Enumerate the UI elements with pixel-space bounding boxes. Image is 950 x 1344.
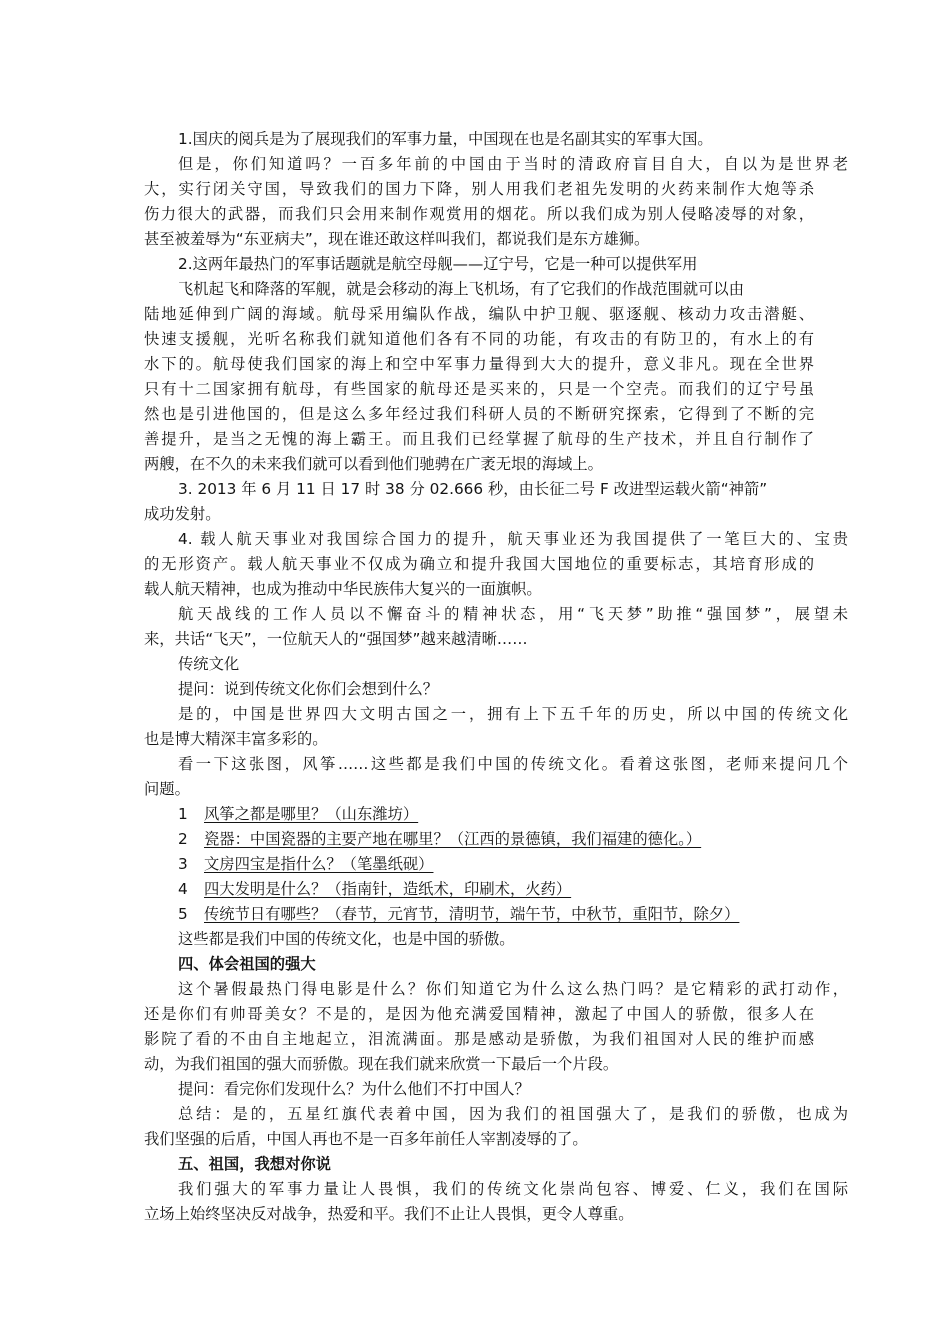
paragraph-line: 水下的。航母使我们国家的海上和空中军事力量得到大大的提升，意义非凡。现在全世界 (144, 355, 814, 373)
paragraph-line: 3. 2013 年 6 月 11 日 17 时 38 分 02.666 秒，由长征二号 F 改进型运载火箭“神箭” (178, 480, 768, 498)
question-text: 四大发明是什么？（指南针，造纸术，印刷术，火药） (204, 880, 572, 898)
paragraph-line: 还是你们有帅哥美女？不是的，是因为他充满爱国精神，激起了中国人的骄傲，很多人在 (144, 1005, 814, 1023)
paragraph-line: 大，实行闭关守国，导致我们的国力下降，别人用我们老祖先发明的火药来制作大炮等杀 (144, 180, 814, 198)
paragraph-line: 快速支援舰，光听名称我们就知道他们各有不同的功能，有攻击的有防卫的，有水上的有 (144, 330, 814, 348)
paragraph-line: 航天战线的工作人员以不懈奋斗的精神状态，用“飞天梦”助推“强国梦”，展望未 (178, 605, 848, 623)
paragraph-line: 2.这两年最热门的军事话题就是航空母舰——辽宁号，它是一种可以提供军用 (178, 255, 698, 273)
paragraph-line: 善提升，是当之无愧的海上霸王。而且我们已经掌握了航母的生产技术，并且自行制作了 (144, 430, 814, 448)
paragraph-line: 甚至被羞辱为“东亚病夫”，现在谁还敢这样叫我们，都说我们是东方雄狮。 (144, 230, 650, 248)
paragraph-line: 载人航天精神，也成为推动中华民族伟大复兴的一面旗帜。 (144, 580, 542, 598)
question-item (144, 828, 848, 850)
paragraph-line: 我们坚强的后盾，中国人再也不是一百多年前任人宰割凌辱的了。 (144, 1130, 588, 1148)
question-text: 文房四宝是指什么？（笔墨纸砚） (204, 855, 434, 873)
question-number: 4 (178, 880, 188, 898)
paragraph-line: 只有十二国家拥有航母，有些国家的航母还是买来的，只是一个空壳。而我们的辽宁号虽 (144, 380, 814, 398)
paragraph-line: 飞机起飞和降落的军舰，就是会移动的海上飞机场，有了它我们的作战范围就可以由 (178, 280, 744, 298)
section-heading: 四、体会祖国的强大 (178, 955, 316, 973)
paragraph-line: 但是，你们知道吗？一百多年前的中国由于当时的清政府盲目自大，自以为是世界老 (178, 155, 848, 173)
paragraph-line: 问题。 (144, 780, 190, 798)
paragraph-line: 看一下这张图，风筝……这些都是我们中国的传统文化。看着这张图，老师来提问几个 (178, 755, 848, 773)
question-text: 传统节日有哪些？（春节，元宵节，清明节，端午节，中秋节，重阳节，除夕） (204, 905, 740, 923)
paragraph-line: 立场上始终坚决反对战争，热爱和平。我们不止让人畏惧，更令人尊重。 (144, 1205, 634, 1223)
question-item (144, 903, 848, 925)
question-number: 2 (178, 830, 188, 848)
paragraph-line: 然也是引进他国的，但是这么多年经过我们科研人员的不断研究探索，它得到了不断的完 (144, 405, 814, 423)
paragraph-line: 1.国庆的阅兵是为了展现我们的军事力量，中国现在也是名副其实的军事大国。 (178, 130, 713, 148)
paragraph-line: 影院了看的不由自主地起立，泪流满面。那是感动是骄傲，为我们祖国对人民的维护而感 (144, 1030, 814, 1048)
paragraph-line: 成功发射。 (144, 505, 221, 523)
paragraph-line: 来，共话“飞天”，一位航天人的“强国梦”越来越清晰…… (144, 630, 528, 648)
paragraph-line: 动，为我们祖国的强大而骄傲。现在我们就来欣赏一下最后一个片段。 (144, 1055, 619, 1073)
paragraph-line: 提问：说到传统文化你们会想到什么？ (178, 680, 439, 698)
paragraph-line: 总结：是的，五星红旗代表着中国，因为我们的祖国强大了，是我们的骄傲，也成为 (178, 1105, 848, 1123)
question-number: 3 (178, 855, 188, 873)
paragraph-line: 4. 载人航天事业对我国综合国力的提升，航天事业还为我国提供了一笔巨大的、宝贵 (178, 530, 848, 548)
section-label: 传统文化 (178, 655, 240, 673)
paragraph-line: 提问：看完你们发现什么？为什么他们不打中国人？ (178, 1080, 530, 1098)
paragraph-line: 是的，中国是世界四大文明古国之一，拥有上下五千年的历史，所以中国的传统文化 (178, 705, 848, 723)
paragraph-line: 伤力很大的武器，而我们只会用来制作观赏用的烟花。所以我们成为别人侵略凌辱的对象， (144, 205, 814, 223)
paragraph-line: 的无形资产。载人航天事业不仅成为确立和提升我国大国地位的重要标志，其培育形成的 (144, 555, 814, 573)
paragraph-line: 陆地延伸到广阔的海域。航母采用编队作战，编队中护卫舰、驱逐舰、核动力攻击潜艇、 (144, 305, 814, 323)
paragraph-line: 也是博大精深丰富多彩的。 (144, 730, 328, 748)
question-text: 风筝之都是哪里？（山东潍坊） (204, 805, 419, 823)
question-text: 瓷器：中国瓷器的主要产地在哪里？（江西的景德镇，我们福建的德化。） (204, 830, 702, 848)
paragraph-line: 这些都是我们中国的传统文化，也是中国的骄傲。 (178, 930, 515, 948)
question-item (144, 878, 848, 900)
paragraph-line: 我们强大的军事力量让人畏惧，我们的传统文化崇尚包容、博爱、仁义，我们在国际 (178, 1180, 848, 1198)
question-item (144, 803, 848, 825)
paragraph-line: 两艘，在不久的未来我们就可以看到他们驰骋在广袤无垠的海域上。 (144, 455, 603, 473)
section-heading: 五、祖国，我想对你说 (178, 1155, 331, 1173)
paragraph-line: 这个暑假最热门得电影是什么？你们知道它为什么这么热门吗？是它精彩的武打动作， (178, 980, 848, 998)
question-number: 5 (178, 905, 188, 923)
question-number: 1 (178, 805, 188, 823)
question-item (144, 853, 848, 875)
